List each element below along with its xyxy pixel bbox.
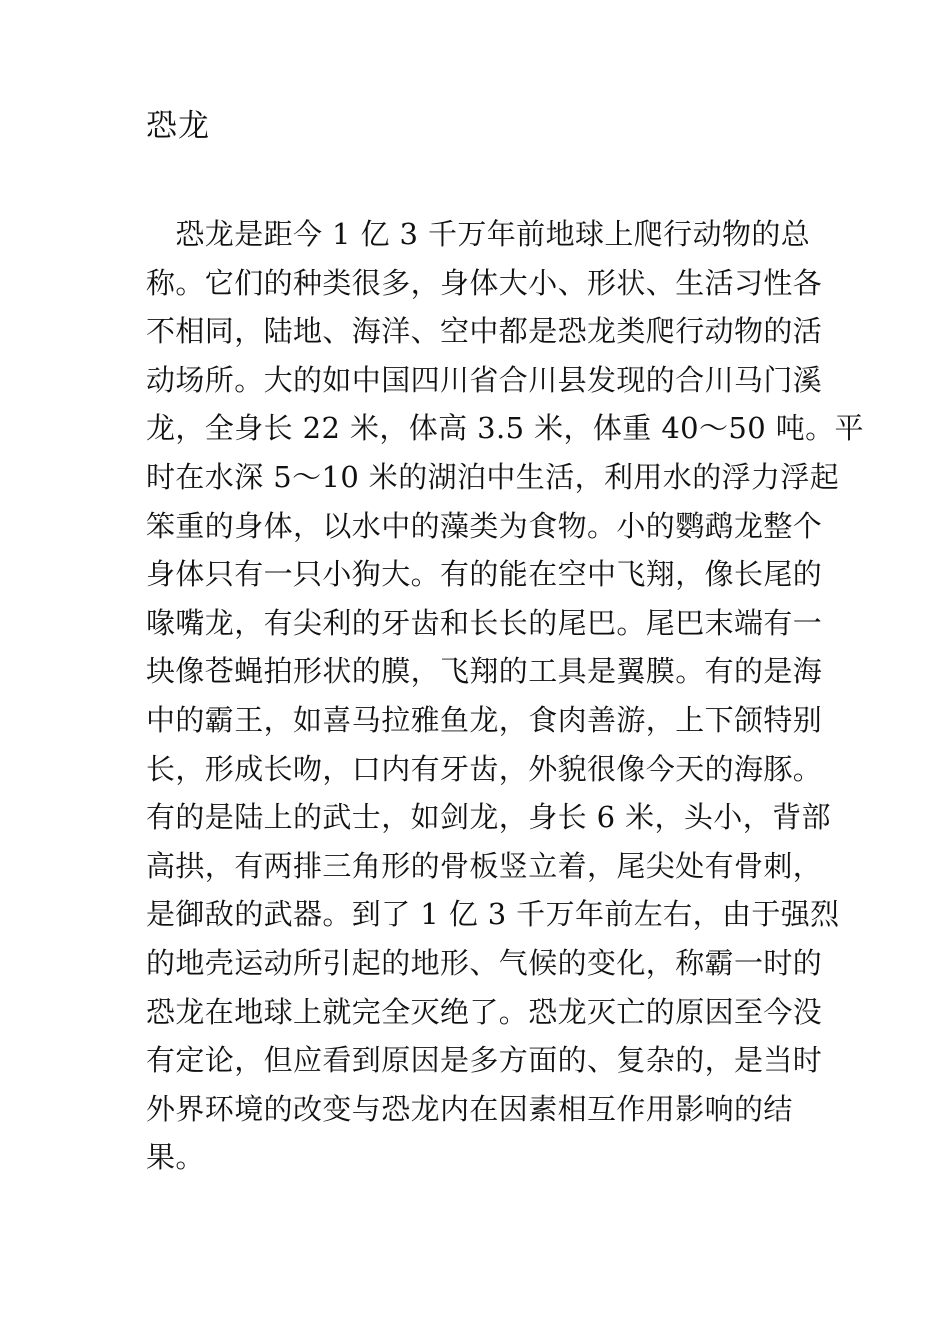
body-paragraph [146,210,864,1182]
paragraph-line: 笨重的身体，以水中的藻类为食物。小的鹦鹉龙整个 [146,508,823,543]
paragraph-line: 有定论，但应看到原因是多方面的、复杂的，是当时 [146,1043,823,1078]
paragraph-line: 喙嘴龙，有尖利的牙齿和长长的尾巴。尾巴末端有一 [146,605,823,640]
paragraph-line: 时在水深 5～10 米的湖泊中生活，利用水的浮力浮起 [146,459,840,494]
paragraph-line: 外界环境的改变与恐龙内在因素相互作用影响的结 [146,1091,793,1126]
document-title: 恐龙 [146,108,210,144]
paragraph-line: 长，形成长吻，口内有牙齿，外貌很像今天的海豚。 [146,751,823,786]
paragraph-line: 动场所。大的如中国四川省合川县发现的合川马门溪 [146,362,823,397]
paragraph-line: 恐龙在地球上就完全灭绝了。恐龙灭亡的原因至今没 [146,994,823,1029]
paragraph-line: 恐龙是距今 1 亿 3 千万年前地球上爬行动物的总 [146,217,811,251]
paragraph-line: 是御敌的武器。到了 1 亿 3 千万年前左右，由于强烈 [146,897,840,932]
paragraph-line: 不相同，陆地、海洋、空中都是恐龙类爬行动物的活 [146,314,823,349]
paragraph-line: 高拱，有两排三角形的骨板竖立着，尾尖处有骨刺， [146,848,823,883]
paragraph-line: 称。它们的种类很多，身体大小、形状、生活习性各 [146,265,823,300]
paragraph-line: 有的是陆上的武士，如剑龙，身长 6 米，头小，背部 [146,800,831,835]
paragraph-line: 的地壳运动所引起的地形、气候的变化，称霸一时的 [146,945,823,980]
paragraph-line: 龙，全身长 22 米，体高 3.5 米，体重 40～50 吨。平 [146,411,864,446]
paragraph-line: 块像苍蝇拍形状的膜，飞翔的工具是翼膜。有的是海 [146,654,823,689]
paragraph-line: 身体只有一只小狗大。有的能在空中飞翔，像长尾的 [146,557,823,592]
paragraph-line: 中的霸王，如喜马拉雅鱼龙，食肉善游，上下颌特别 [146,702,823,737]
paragraph-line: 果。 [146,1140,205,1175]
